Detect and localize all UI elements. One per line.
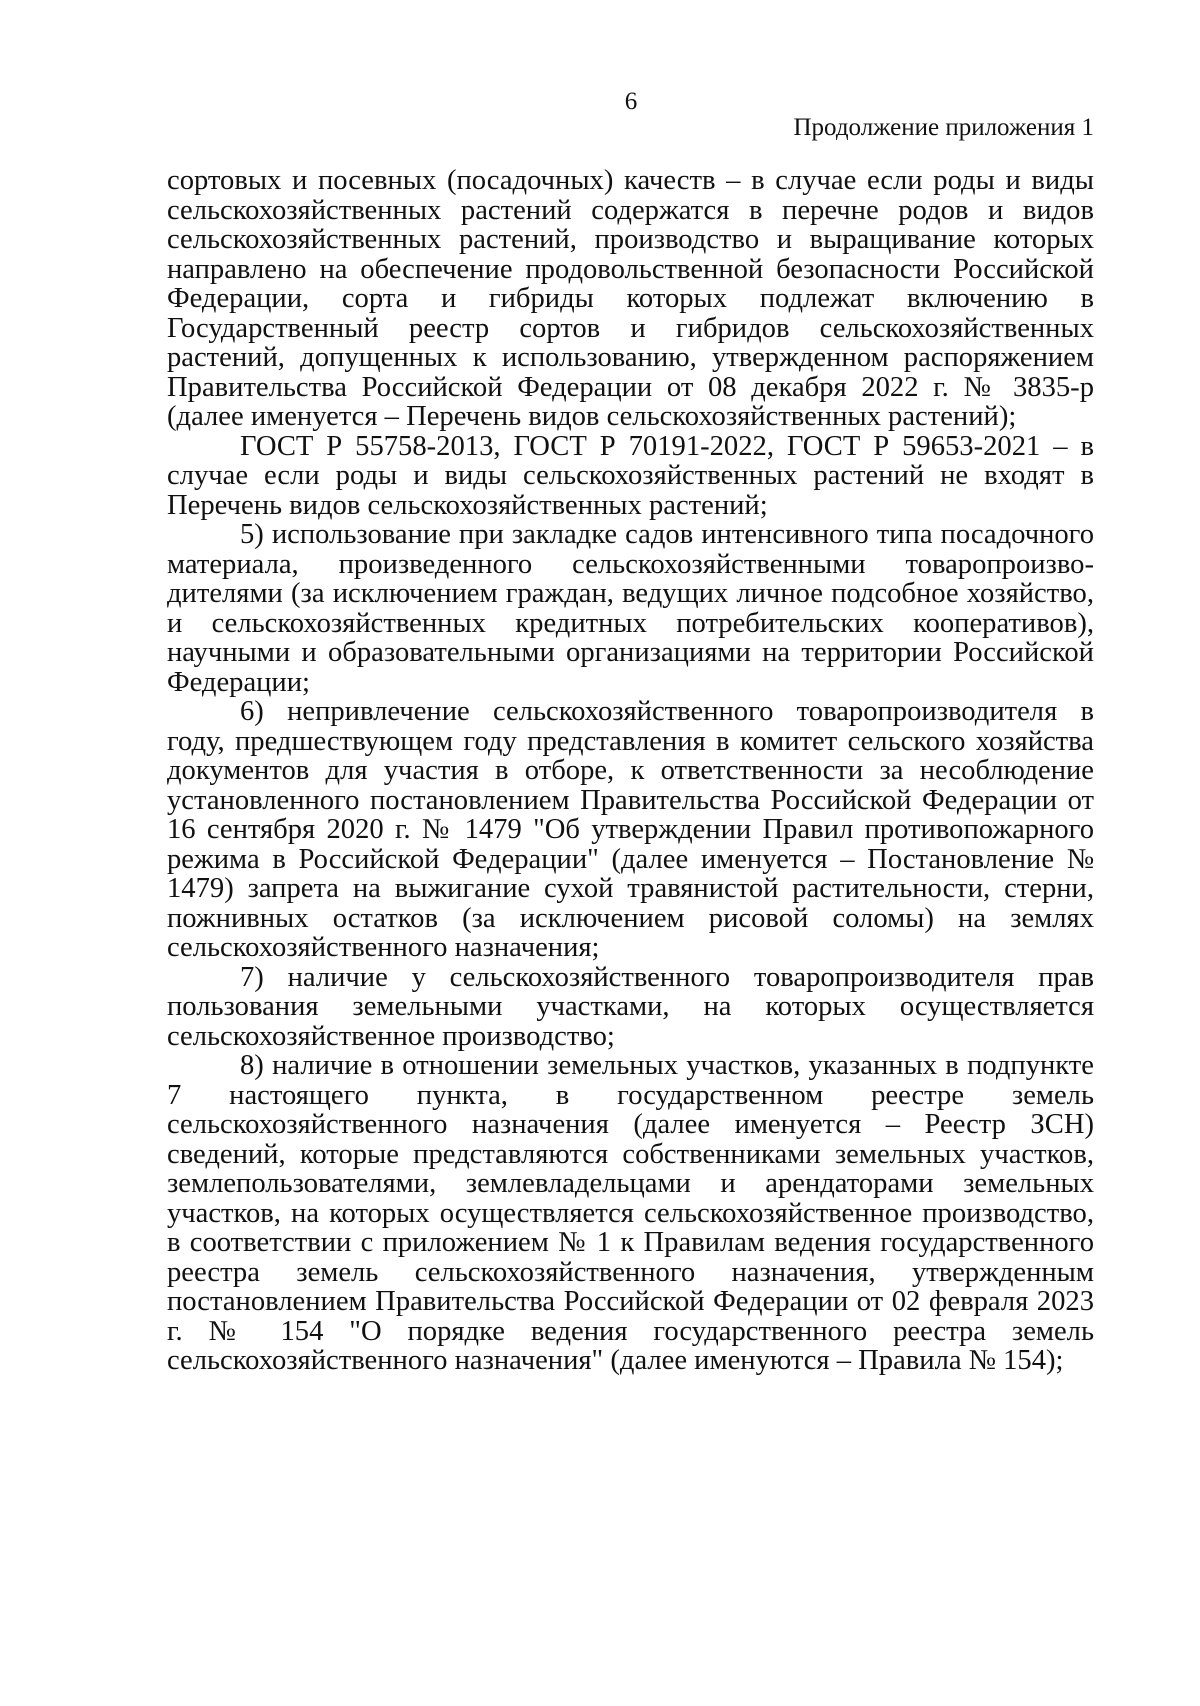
page-number: 6 — [624, 88, 638, 115]
paragraph-item-5: 5) использование при закладке садов интенсивного типа посадочного материала, произведенного сельскохозяйственными товаропроизводителями (за исключением граждан, ведущих личное подсобное хозяйство, и сельскохозяйственных кредитных потребительских кооперативов), научными и образовательными организациями на территории Российской Федерации; — [167, 519, 1094, 698]
paragraph-item-6: 6) непривлечение сельскохозяйственного товаропроизводителя в году, предшествующем году представления в комитет сельского хозяйства документов для участия в отборе, к ответственности за несоблюдение установленного постановлением Правительства Российской Федерации от 16 сентября 2020 г. № 1479 "Об утверждении Правил противопожарного режима в Российской Федерации" (далее именуется – Постановление № 1479) запрета на выжигание сухой травянистой растительности, стерни, пожнивных остатков (за исключением рисовой соломы) на землях сельскохозяйственного назначения; — [167, 696, 1094, 963]
paragraph-gost-standards: ГОСТ Р 55758-2013, ГОСТ Р 70191-2022, ГОСТ Р 59653-2021 – в случае если роды и виды сельскохозяйственных растений не входят в Перечень видов сельскохозяйственных растений; — [167, 430, 1094, 521]
paragraph-item-8: 8) наличие в отношении земельных участков, указанных в подпункте 7 настоящего пункта, в государственном реестре земель сельскохозяйственного назначения (далее именуется – Реестр ЗСН) сведений, которые представляются собственниками земельных участков, землепользователями, землевладельцами и арендаторами земельных участков, на которых осуществляется сельскохозяйственное производство, в соответствии с приложением № 1 к Правилам ведения государственного реестра земель сельскохозяйственного назначения, утвержденным постановлением Правительства Российской Федерации от 02 февраля 2023 г. № 154 "О порядке ведения государственного реестра земель сельскохозяйственного назначения" (далее именуются – Правила № 154); — [167, 1050, 1094, 1376]
appendix-continuation-note: Продолжение приложения 1 — [793, 114, 1094, 141]
paragraph-item-7: 7) наличие у сельскохозяйственного товаропроизводителя прав пользования земельными участками, на которых осуществляется сельскохозяйственное производство; — [167, 961, 1094, 1052]
document-body — [167, 166, 1094, 1376]
paragraph-seed-quality: сортовых и посевных (посадочных) качеств – в случае если роды и виды сельскохозяйственных растений содержатся в перечне родов и видов сельскохозяйственных растений, производство и выращивание которых направлено на обеспечение продовольственной безопасности Российской Федерации, сорта и гибриды которых подлежат включению в Государственный реестр сортов и гибридов сельскохозяйственных растений, допущенных к использованию, утвержденном распоряжением Правительства Российской Федерации от 08 декабря 2022 г. № 3835-р (далее именуется – Перечень видов сельскохозяйственных растений); — [167, 165, 1094, 432]
